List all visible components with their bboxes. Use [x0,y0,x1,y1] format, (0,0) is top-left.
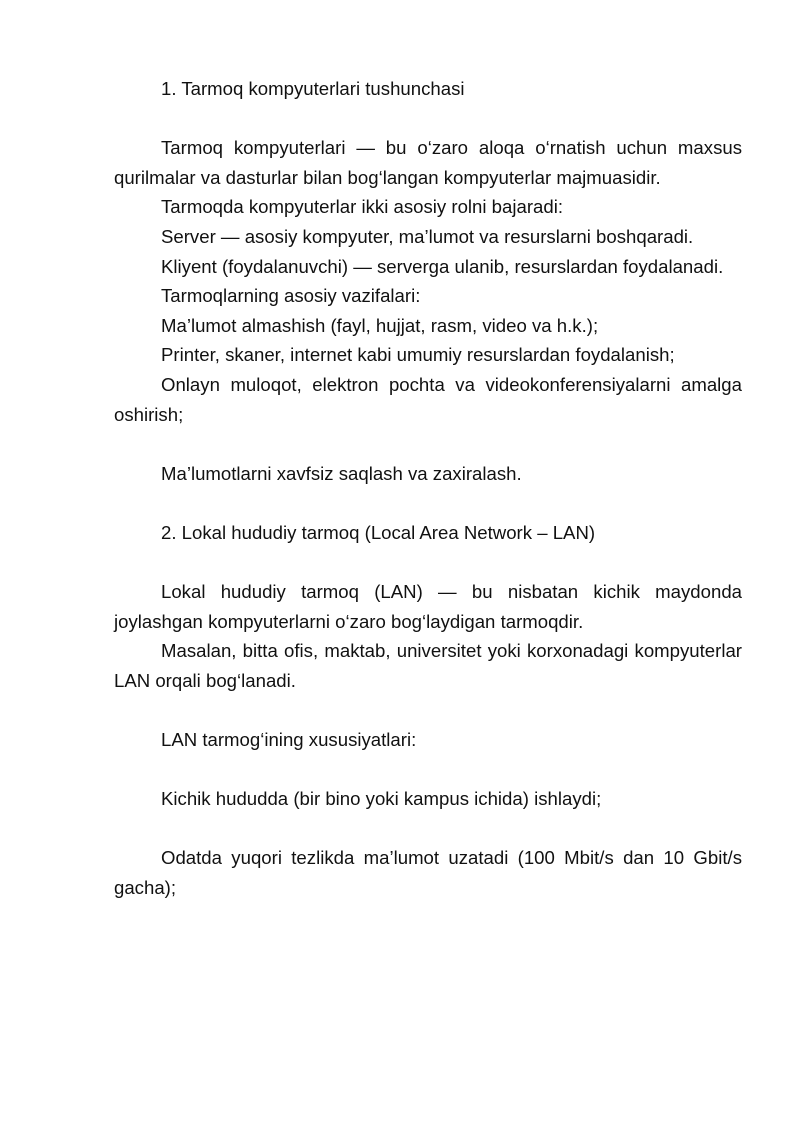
spacer [114,814,742,844]
spacer [114,429,742,459]
paragraph-task-3: Onlayn muloqot, elektron pochta va videokonferensiyalarni amalga oshirish; [114,373,742,425]
spacer [114,488,742,518]
document-page [114,74,742,903]
paragraph-client: Kliyent (foydalanuvchi) — serverga ulanib, resurslardan foydalanadi. [161,255,724,277]
spacer [114,104,742,134]
section-heading-2: 2. Lokal hududiy tarmoq (Local Area Network – LAN) [161,521,596,543]
spacer [114,548,742,578]
paragraph-lan-example: Masalan, bitta ofis, maktab, universitet yoki korxonadagi kompyuterlar LAN orqali bog‘lanadi. [114,640,742,691]
paragraph-lan-feature-1: Kichik hududda (bir bino yoki kampus ichida) ishlaydi; [161,788,602,810]
paragraph-task-2: Printer, skaner, internet kabi umumiy resurslardan foydalanish; [161,344,675,366]
paragraph-lan-definition: Lokal hududiy tarmoq (LAN) — bu nisbatan kichik maydonda joylashgan kompyuterlarni o‘zaro bog‘laydigan tarmoqdir. [114,581,742,632]
spacer [114,695,742,725]
section-heading-1: 1. Tarmoq kompyuterlari tushunchasi [161,78,465,99]
paragraph-task-4: Ma’lumotlarni xavfsiz saqlash va zaxiralash. [161,462,522,484]
paragraph-lan-feature-2: Odatda yuqori tezlikda ma’lumot uzatadi (100 Mbit/s dan 10 Gbit/s gacha); [114,847,742,899]
spacer [114,755,742,785]
paragraph-roles-intro: Tarmoqda kompyuterlar ikki asosiy rolni bajaradi: [161,196,563,218]
paragraph-task-1: Ma’lumot almashish (fayl, hujjat, rasm, video va h.k.); [161,314,599,336]
paragraph-lan-features: LAN tarmog‘ining xususiyatlari: [161,729,417,751]
paragraph-server: Server — asosiy kompyuter, ma’lumot va resurslarni boshqaradi. [161,225,694,247]
paragraph-definition: Tarmoq kompyuterlari — bu o‘zaro aloqa o‘rnatish uchun maxsus qurilmalar va dasturlar bilan bog‘langan kompyuterlar majmuasidir. [114,137,742,188]
paragraph-tasks-intro: Tarmoqlarning asosiy vazifalari: [161,285,421,307]
